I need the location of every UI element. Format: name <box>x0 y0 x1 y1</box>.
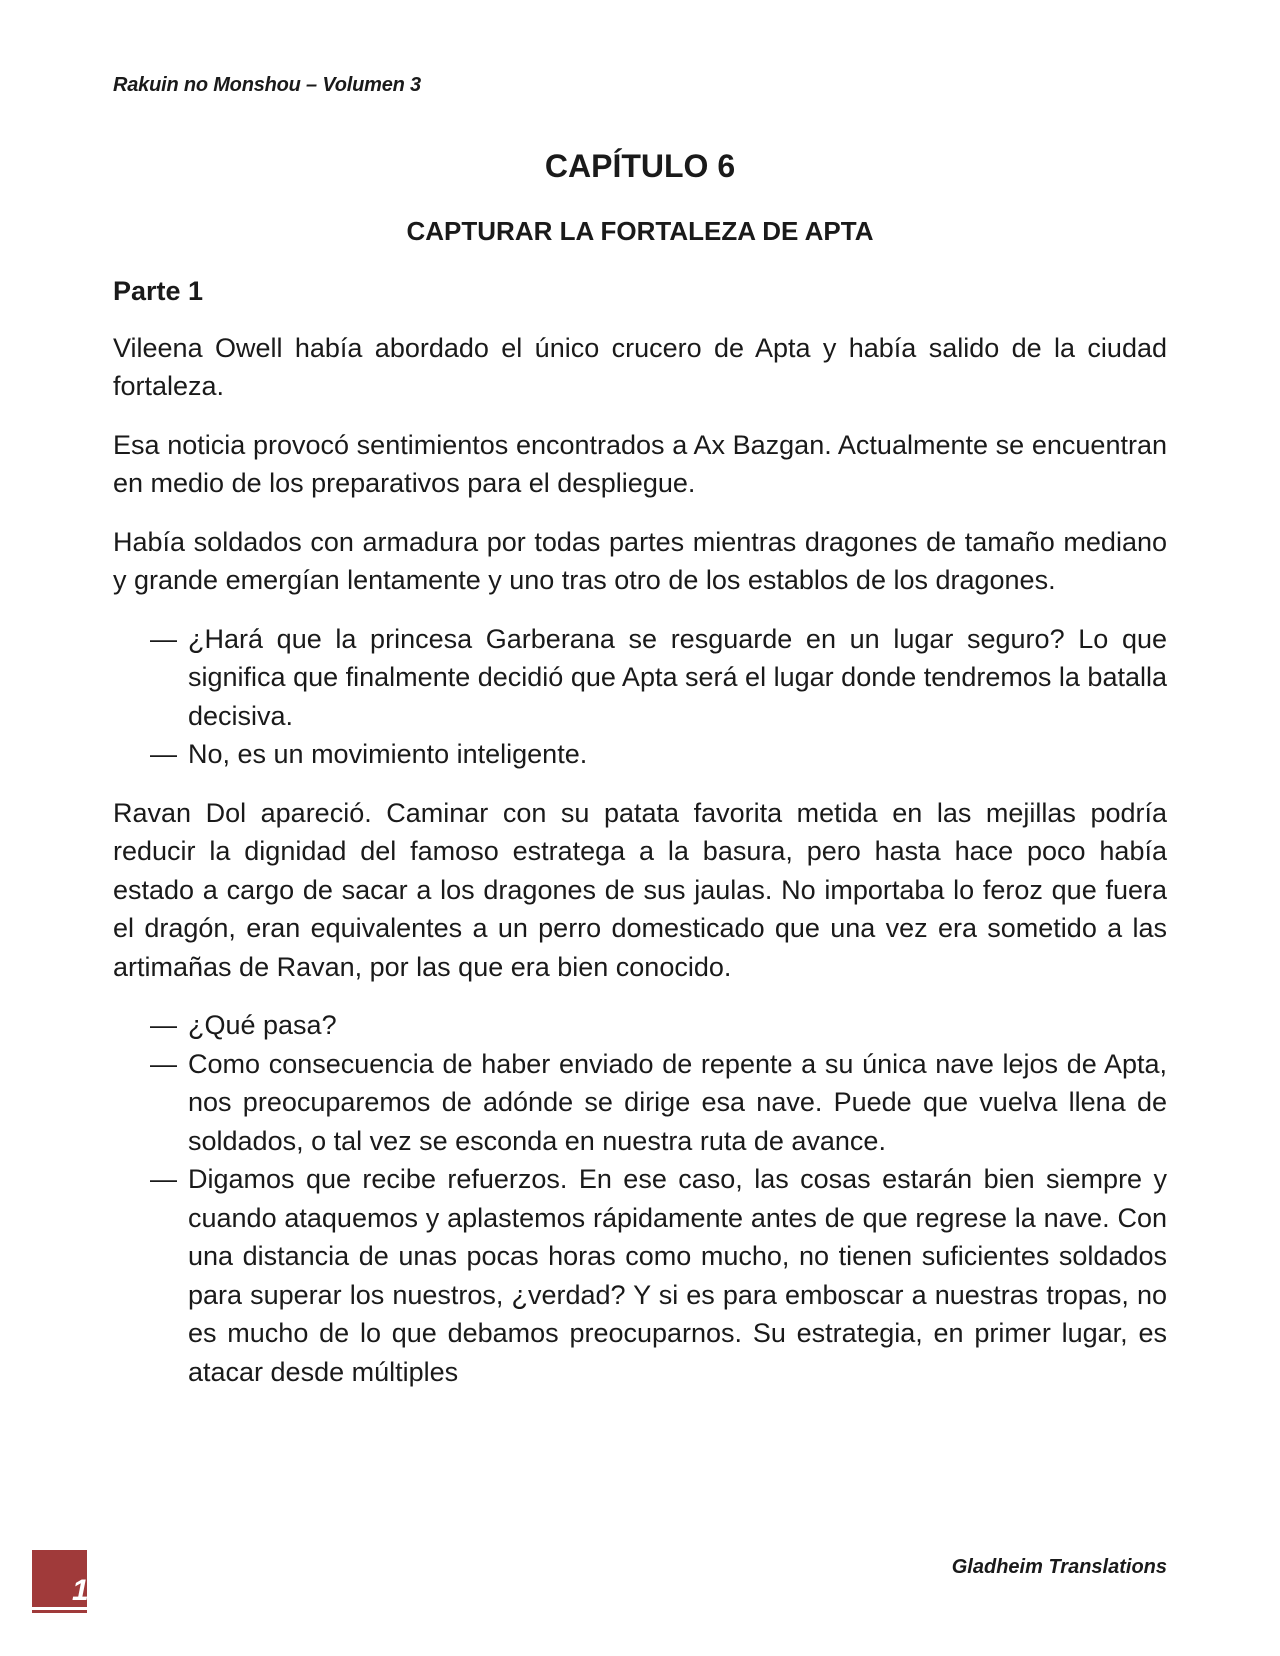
chapter-title: CAPÍTULO 6 <box>544 148 736 184</box>
dialog-line <box>113 1160 1167 1391</box>
chapter-subtitle: CAPTURAR LA FORTALEZA DE APTA <box>406 216 874 246</box>
paragraph-2: Esa noticia provocó sentimientos encontrados a Ax Bazgan. Actualmente se encuentran en medio de los preparativos para el despliegue. <box>113 429 1167 498</box>
dialog-text: ¿Hará que la princesa Garberana se resguarde en un lugar seguro? Lo que significa que finalmente decidió que Apta será el lugar donde tendremos la batalla decisiva. <box>188 623 1167 731</box>
page-number: 1 <box>72 1574 89 1607</box>
paragraph-4: Ravan Dol apareció. Caminar con su patata favorita metida en las mejillas podría reducir la dignidad del famoso estratega a la basura, pero hasta hace poco había estado a cargo de sacar a los dragones de sus jaulas. No importaba lo feroz que fuera el dragón, eran equivalentes a un perro domesticado que una vez era sometido a las artimañas de Ravan, por las que era bien conocido. <box>113 797 1167 982</box>
dialog-group-1 <box>113 620 1167 774</box>
dialog-dash: — <box>150 739 177 769</box>
running-header: Rakuin no Monshou – Volumen 3 <box>113 74 421 96</box>
dialog-line <box>113 1006 1167 1045</box>
dialog-dash: — <box>150 1164 177 1194</box>
dialog-group-2 <box>113 1006 1167 1391</box>
part-heading: Parte 1 <box>113 276 204 306</box>
paragraph-3: Había soldados con armadura por todas partes mientras dragones de tamaño mediano y grande emergían lentamente y uno tras otro de los establos de los dragones. <box>113 526 1167 595</box>
dialog-line <box>113 1045 1167 1161</box>
dialog-text: Digamos que recibe refuerzos. En ese caso, las cosas estarán bien siempre y cuando ataquemos y aplastemos rápidamente antes de que regrese la nave. Con una distancia de unas pocas horas como mucho, no tienen suficientes soldados para superar los nuestros, ¿verdad? Y si es para emboscar a nuestras tropas, no es mucho de lo que debamos preocuparnos. Su estrategia, en primer lugar, es atacar desde múltiples <box>188 1164 1167 1387</box>
dialog-line <box>113 620 1167 736</box>
page-number-underline <box>32 1610 87 1613</box>
document-body <box>113 272 1167 1411</box>
dialog-text: No, es un movimiento inteligente. <box>188 739 588 769</box>
dialog-text: Como consecuencia de haber enviado de repente a su única nave lejos de Apta, nos preocuparemos de adónde se dirige esa nave. Puede que vuelva llena de soldados, o tal vez se esconda en nuestra ruta de avance. <box>188 1048 1167 1156</box>
paragraph-1: Vileena Owell había abordado el único crucero de Apta y había salido de la ciudad fortaleza. <box>113 332 1167 401</box>
dialog-dash: — <box>150 1048 177 1079</box>
footer-credit: Gladheim Translations <box>951 1556 1167 1578</box>
dialog-dash: — <box>150 1010 177 1040</box>
dialog-line <box>113 735 1167 774</box>
dialog-dash: — <box>150 623 177 654</box>
dialog-text: ¿Qué pasa? <box>188 1010 337 1040</box>
